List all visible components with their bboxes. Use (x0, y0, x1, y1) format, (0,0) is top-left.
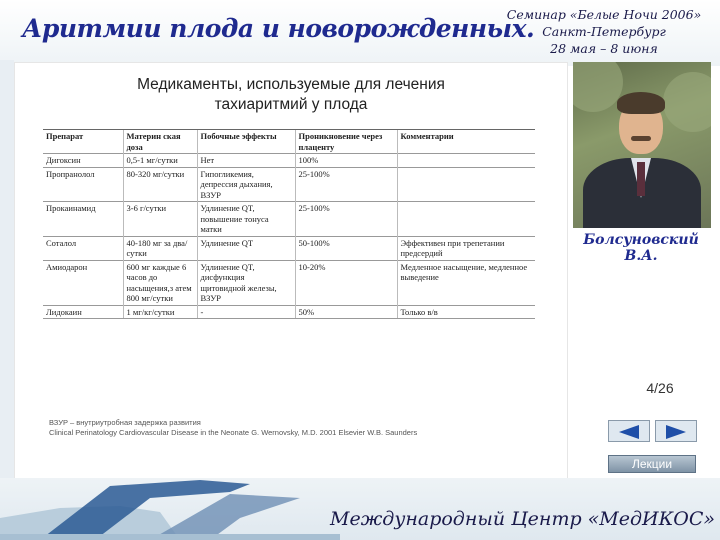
slide-title-line: тахиаритмий у плода (214, 96, 368, 113)
table-cell: 0,5-1 мг/сутки (123, 154, 197, 168)
page-counter: 4/26 (646, 380, 674, 396)
table-cell: - (197, 305, 295, 319)
table-header-cell: Материн ская доза (123, 130, 197, 154)
table-cell: 50-100% (295, 236, 397, 260)
table-header-cell: Проникновение через плаценту (295, 130, 397, 154)
arrow-left-icon (619, 425, 639, 439)
table-cell (397, 202, 535, 237)
table-cell: Эффективен при трепетании предсердий (397, 236, 535, 260)
table-cell: Только в/в (397, 305, 535, 319)
center-name: Международный Центр «МедИКОС» (330, 508, 716, 530)
table-cell: Лидокаин (43, 305, 123, 319)
seminar-city: Санкт-Петербург (542, 24, 666, 39)
table-cell: 100% (295, 154, 397, 168)
photo-mustache (631, 136, 651, 141)
table-cell: 10-20% (295, 260, 397, 305)
table-cell: Медленное насыщение, медленное выведение (397, 260, 535, 305)
presentation-title: Аритмии плода и новорожденных. (22, 14, 535, 43)
previous-slide-button[interactable] (608, 420, 650, 442)
table-cell (397, 154, 535, 168)
table-header-cell: Комментарии (397, 130, 535, 154)
photo-foliage (573, 62, 623, 112)
table-cell: Пропранолол (43, 167, 123, 202)
river-line (0, 534, 340, 540)
table-cell: 3-6 г/сутки (123, 202, 197, 237)
table-header-cell: Препарат (43, 130, 123, 154)
photo-tie (637, 162, 645, 196)
slide-content (14, 62, 568, 480)
table-row (43, 167, 535, 202)
photo-foliage (663, 72, 711, 132)
table-cell: Нет (197, 154, 295, 168)
author-photo (573, 62, 711, 228)
table-cell: Дигоксин (43, 154, 123, 168)
slide-title-line: Медикаменты, используемые для лечения (137, 76, 445, 93)
table-cell: Амиодарон (43, 260, 123, 305)
table-cell: Соталол (43, 236, 123, 260)
table-cell (397, 167, 535, 202)
table-cell: 600 мг каждые 6 часов до насыщения,з атем 800 мг/сутки (123, 260, 197, 305)
drug-table (43, 129, 535, 319)
arrow-right-icon (666, 425, 686, 439)
footnote-abbreviation: ВЗУР – внутриутробная задержка развития (49, 418, 201, 427)
footnote-reference: Clinical Perinatology Cardiovascular Disease in the Neonate G. Wernovsky, M.D. 2001 Elsevier W.B. Saunders (49, 428, 418, 437)
left-decor-band (0, 60, 14, 480)
table-header-row (43, 130, 535, 154)
table-cell: 25-100% (295, 202, 397, 237)
table-header-cell: Побочные эффекты (197, 130, 295, 154)
table-cell: Удлинение QT (197, 236, 295, 260)
author-name: Болсуновский В.А. (583, 232, 699, 264)
table-cell: 1 мг/кг/сутки (123, 305, 197, 319)
table-cell: 50% (295, 305, 397, 319)
table-cell: Прокаинамид (43, 202, 123, 237)
seminar-name: Семинар «Белые Ночи 2006» (506, 7, 702, 22)
table-cell: 80-320 мг/сутки (123, 167, 197, 202)
slide-title (15, 75, 567, 115)
table-row (43, 236, 535, 260)
table-cell: Удлинение QT, повышение тонуса матки (197, 202, 295, 237)
table-cell: Удлинение QT, дисфункция щитовидной железы, ВЗУР (197, 260, 295, 305)
lectures-button[interactable]: Лекции (608, 455, 696, 473)
next-slide-button[interactable] (655, 420, 697, 442)
table-row (43, 202, 535, 237)
bridge-span (150, 494, 300, 540)
photo-hair (617, 92, 665, 114)
slide-footnote (49, 418, 529, 438)
table-cell: 40-180 мг за два/сутки (123, 236, 197, 260)
seminar-dates: 28 мая – 8 июня (550, 41, 658, 56)
seminar-info (494, 6, 714, 57)
table-row (43, 154, 535, 168)
table-cell: Гипогликемия, депрессия дыхания, ВЗУР (197, 167, 295, 202)
table-cell: 25-100% (295, 167, 397, 202)
table-row (43, 260, 535, 305)
table-row (43, 305, 535, 319)
